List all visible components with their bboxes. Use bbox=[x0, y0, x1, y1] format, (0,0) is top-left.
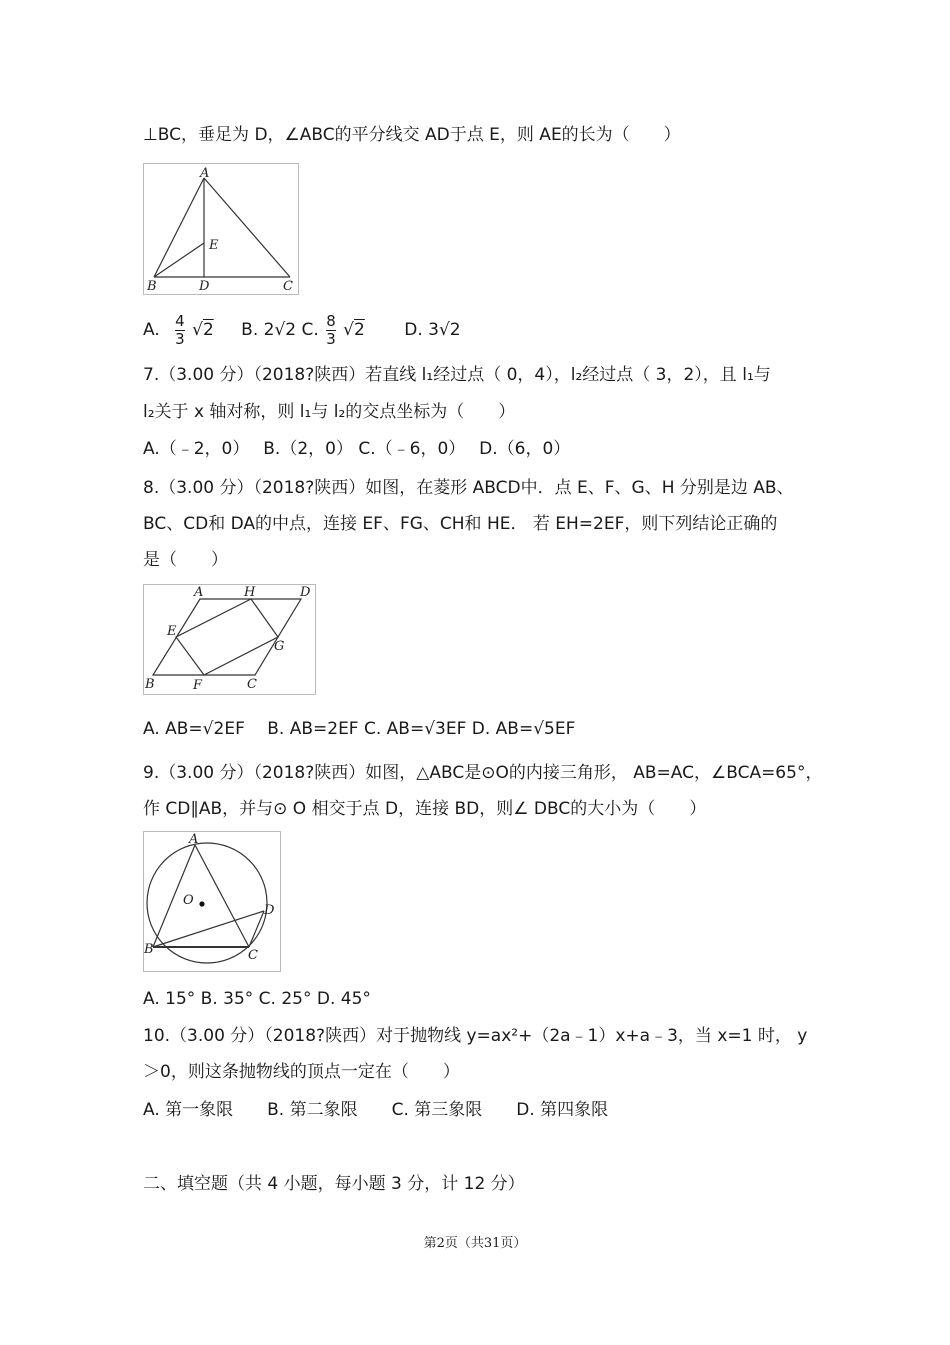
section-heading: 二、填空题（共 4 小题，每小题 3 分，计 12 分） bbox=[143, 1174, 525, 1194]
figure-circle-o bbox=[143, 831, 283, 973]
question-8-line-3: 是（ ） bbox=[143, 550, 228, 570]
question-9-line-1: 9.（3.00 分）（2018?陕西）如图，△ABC是⊙O的内接三角形， AB=AC，∠BCA=65°， bbox=[143, 763, 823, 783]
question-9-options: A. 15° B. 35° C. 25° D. 45° bbox=[143, 989, 371, 1009]
label-a: A bbox=[194, 585, 204, 600]
radicand-c: 2 bbox=[354, 320, 365, 340]
label-e: E bbox=[209, 238, 219, 253]
label-o: O bbox=[183, 893, 194, 908]
label-h: H bbox=[244, 585, 256, 600]
label-e: E bbox=[167, 624, 177, 639]
option-a-label: A. bbox=[143, 320, 160, 340]
question-10-line-2: ＞0，则这条抛物线的顶点一定在（ ） bbox=[143, 1062, 460, 1082]
figure-triangle-abc bbox=[143, 163, 301, 295]
label-b: B bbox=[144, 942, 154, 957]
label-b: B bbox=[147, 279, 157, 294]
label-d: D bbox=[199, 279, 210, 294]
question-7-options: A.（﹣2，0） B.（2，0） C.（﹣6，0） D.（6，0） bbox=[143, 439, 571, 459]
label-c: C bbox=[247, 677, 257, 692]
label-d: D bbox=[300, 585, 311, 600]
radicand-a: 2 bbox=[202, 320, 214, 340]
question-8-line-2: BC、CD和 DA的中点，连接 EF、FG、CH和 HE． 若 EH=2EF，则下列结论正确的 bbox=[143, 514, 778, 534]
figure-rhombus-abcd bbox=[143, 584, 318, 696]
page-footer: 第2页（共31页） bbox=[423, 1236, 527, 1251]
fraction-4-3: $\frac{4}{3}$ bbox=[175, 311, 185, 348]
question-8-options: A. AB=√2EF B. AB=2EF C. AB=√3EF D. AB=√5EF bbox=[143, 719, 576, 739]
label-d: D bbox=[264, 903, 275, 918]
question-10-line-1: 10.（3.00 分）（2018?陕西）对于抛物线 y=ax²+（2a﹣1）x+a﹣3，当 x=1 时， y bbox=[143, 1026, 808, 1046]
question-6-stem: ⊥BC，垂足为 D，∠ABC的平分线交 AD于点 E，则 AE的长为（ ） bbox=[143, 125, 681, 145]
question-6-options: A. $\frac{4}{3}$ √2 B. 2√2 C. $\frac{8}{3}$ √2 D. 3√2 bbox=[143, 311, 461, 348]
label-f: F bbox=[193, 678, 203, 693]
option-b-c-text: B. 2√2 C. bbox=[241, 320, 319, 340]
question-7-line-1: 7.（3.00 分）（2018?陕西）若直线 l₁经过点（ 0，4），l₂经过点（ 3，2），且 l₁与 bbox=[143, 365, 771, 385]
center-point bbox=[199, 901, 204, 906]
question-7-line-2: l₂关于 x 轴对称，则 l₁与 l₂的交点坐标为（ ） bbox=[143, 402, 516, 422]
label-c: C bbox=[248, 948, 258, 963]
label-a: A bbox=[200, 166, 210, 181]
question-9-line-2: 作 CD∥AB，并与⊙ O 相交于点 D，连接 BD，则∠ DBC的大小为（ ） bbox=[143, 799, 707, 819]
label-b: B bbox=[145, 677, 155, 692]
question-8-line-1: 8.（3.00 分）（2018?陕西）如图，在菱形 ABCD中．点 E、F、G、H 分别是边 AB、 bbox=[143, 478, 794, 498]
label-c: C bbox=[283, 279, 293, 294]
question-10-options: A. 第一象限 B. 第二象限 C. 第三象限 D. 第四象限 bbox=[143, 1100, 609, 1120]
label-g: G bbox=[274, 639, 285, 654]
option-d-text: D. 3√2 bbox=[404, 320, 461, 340]
fraction-8-3: $\frac{8}{3}$ bbox=[326, 311, 336, 348]
label-a: A bbox=[189, 832, 199, 847]
